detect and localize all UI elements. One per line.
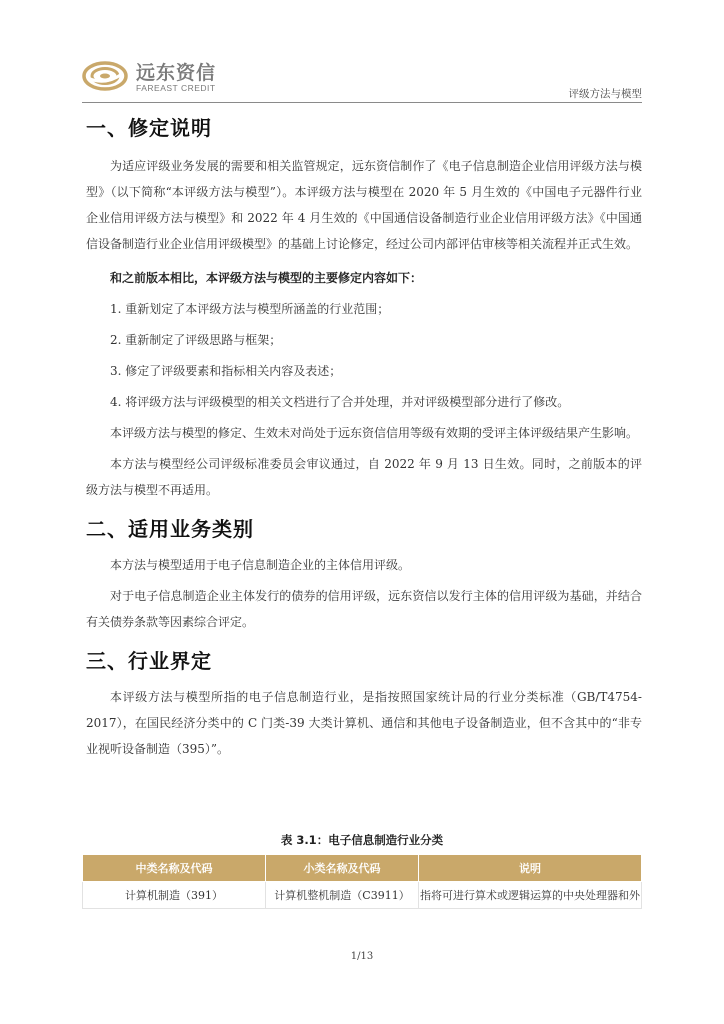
header-divider bbox=[82, 102, 642, 103]
column-header: 说明 bbox=[419, 855, 642, 882]
change-item: 4. 将评级方法与评级模型的相关文档进行了合并处理，并对评级模型部分进行了修改。 bbox=[110, 395, 570, 409]
header-doc-title: 评级方法与模型 bbox=[568, 88, 642, 100]
logo-english-name: FAREAST CREDIT bbox=[136, 83, 216, 93]
industry-classification-table bbox=[82, 854, 642, 909]
table-header-row bbox=[83, 855, 642, 882]
logo-chinese-name: 远东资信 bbox=[136, 62, 217, 84]
impact-paragraph: 本评级方法与模型的修定、生效未对尚处于远东资信信用等级有效期的受评主体评级结果产生影响。 bbox=[110, 426, 639, 440]
table-cell: 指将可进行算术或逻辑运算的中央处理器和外 bbox=[419, 882, 642, 909]
page-number: 1/13 bbox=[350, 951, 374, 962]
section3-paragraph: 本评级方法与模型所指的电子信息制造行业，是指按照国家统计局的行业分类标准（GB/T4754-2017），在国民经济分类中的 C 门类-39 大类计算机、通信和其他电子设备制造业，但不含其中的“非专业视听设备制造（395）”。 bbox=[86, 690, 642, 756]
effective-paragraph: 本方法与模型经公司评级标准委员会审议通过，自 2022 年 9 月 13 日生效。同时，之前版本的评级方法与模型不再适用。 bbox=[86, 457, 642, 497]
page-header bbox=[82, 52, 642, 102]
table-caption: 表 3.1：电子信息制造行业分类 bbox=[280, 833, 444, 847]
column-header: 小类名称及代码 bbox=[266, 855, 419, 882]
section3-heading: 三、行业界定 bbox=[86, 649, 212, 673]
changes-heading: 和之前版本相比，本评级方法与模型的主要修定内容如下： bbox=[110, 271, 423, 285]
industry-table-block bbox=[82, 832, 642, 909]
section2-heading: 二、适用业务类别 bbox=[86, 517, 254, 541]
column-header: 中类名称及代码 bbox=[83, 855, 266, 882]
section1-heading: 一、修定说明 bbox=[86, 116, 212, 140]
section1-intro: 为适应评级业务发展的需要和相关监管规定，远东资信制作了《电子信息制造企业信用评级方法与模型》（以下简称“本评级方法与模型”）。本评级方法与模型在 2020 年 5 月生效的《中国电子元器件行业企业信用评级方法与模型》和 2022 年 4 月生效的《中国通信设备制造行业企业信用评级方法》《中国通信设备制造行业企业信用评级模型》的基础上讨论修定，经过公司内部评估审核等相关流程并正式生效。 bbox=[86, 159, 642, 251]
table-cell: 计算机整机制造（C3911） bbox=[266, 882, 419, 909]
change-item: 2. 重新制定了评级思路与框架； bbox=[110, 333, 282, 347]
section2-paragraph: 本方法与模型适用于电子信息制造企业的主体信用评级。 bbox=[110, 558, 411, 572]
section2-paragraph: 对于电子信息制造企业主体发行的债券的信用评级，远东资信以发行主体的信用评级为基础，并结合有关债券条款等因素综合评定。 bbox=[86, 589, 642, 629]
table-cell: 计算机制造（391） bbox=[83, 882, 266, 909]
table-row bbox=[83, 882, 642, 909]
change-item: 1. 重新划定了本评级方法与模型所涵盖的行业范围； bbox=[110, 302, 390, 316]
fareast-logo-icon bbox=[82, 56, 128, 96]
page-content bbox=[86, 112, 642, 768]
change-item: 3. 修定了评级要素和指标相关内容及表述； bbox=[110, 364, 342, 378]
